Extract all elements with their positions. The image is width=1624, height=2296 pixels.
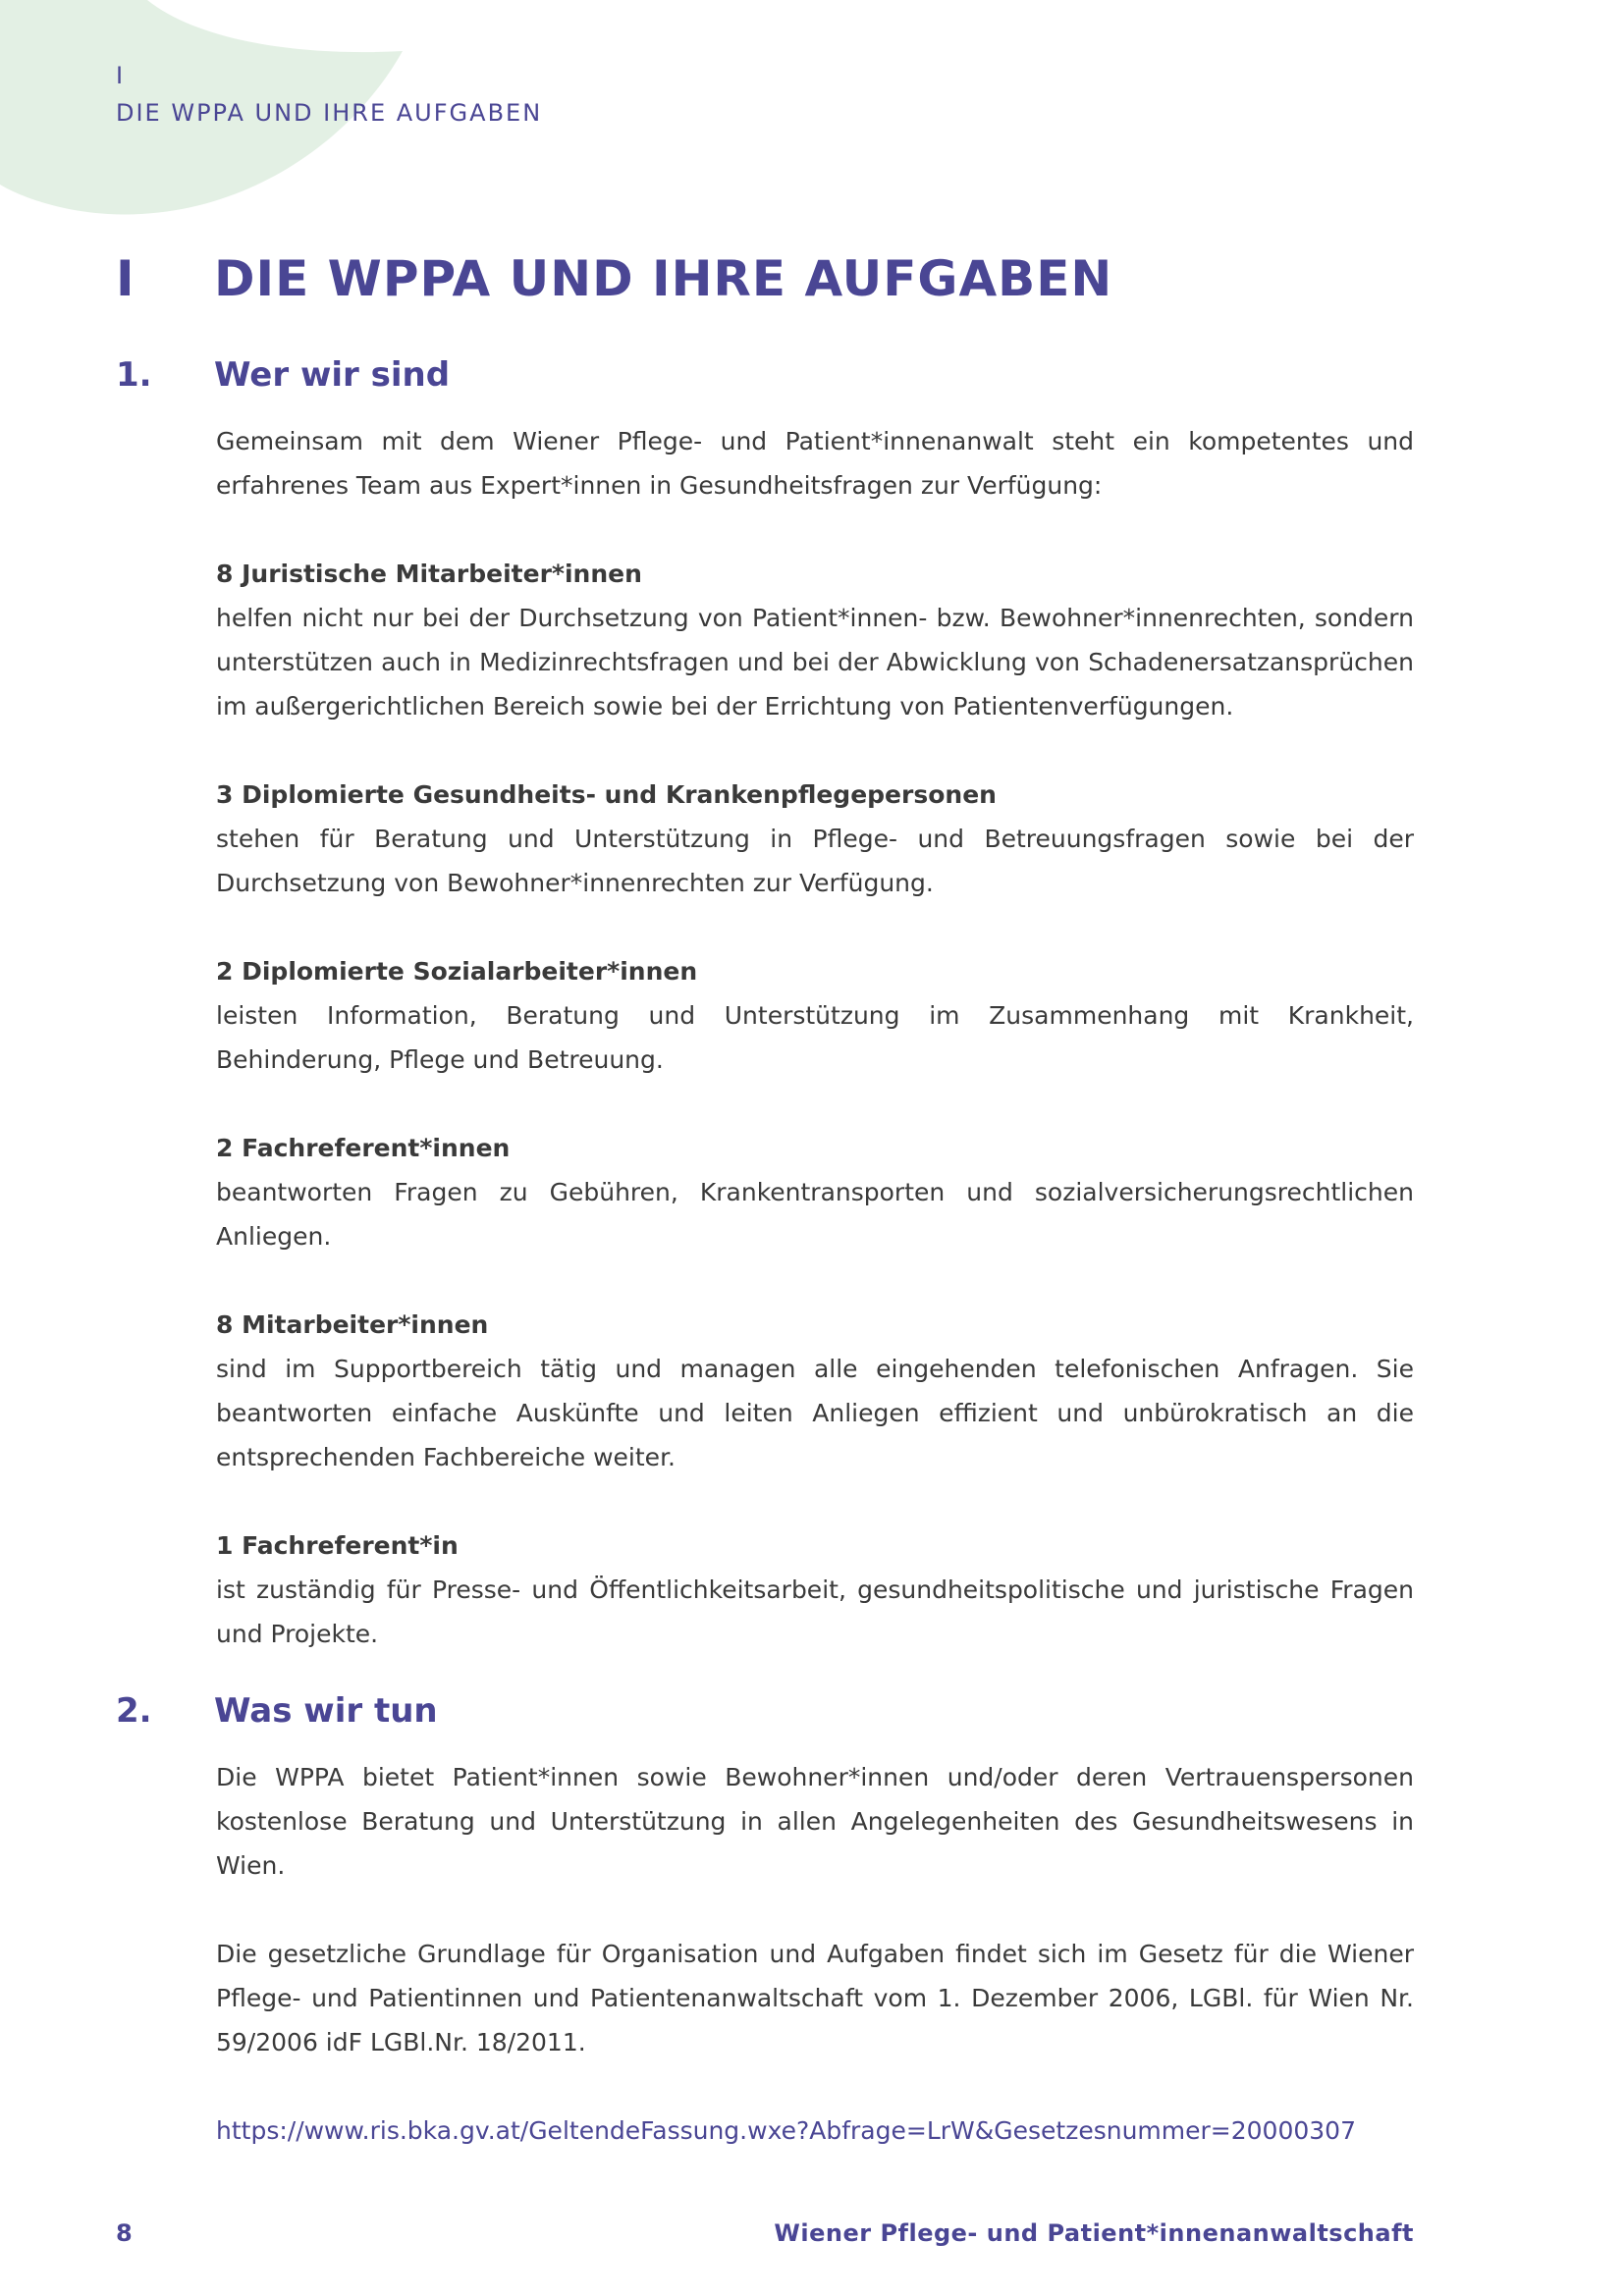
role-description: sind im Supportbereich tätig und managen alle eingehenden telefonischen Anfragen. Sie beantworten einfache Auskünfte und leiten Anliegen effizient und unbürokratisch an die entsprechenden Fachbereiche weiter.: [216, 1355, 1414, 1471]
section-2-body: [216, 1755, 1414, 2153]
body-paragraph: Die gesetzliche Grundlage für Organisation und Aufgaben findet sich im Gesetz für die Wiener Pflege- und Patientinnen und Patientenanwaltschaft vom 1. Dezember 2006, LGBl. für Wien Nr. 59/2006 idF LGBl.Nr. 18/2011.: [216, 1940, 1414, 2056]
role-entry: [216, 552, 1414, 728]
chapter-title-text: DIE WPPA UND IHRE AUFGABEN: [214, 250, 1113, 307]
role-title: 3 Diplomierte Gesundheits- und Krankenpflegepersonen: [216, 780, 997, 809]
chapter-numeral: I: [116, 250, 135, 307]
section-number: 2.: [116, 1691, 152, 1731]
role-title: 1 Fachreferent*in: [216, 1531, 459, 1560]
role-description: helfen nicht nur bei der Durchsetzung von Patient*innen- bzw. Bewohner*innenrechten, sondern unterstützen auch in Medizinrechtsfragen und bei der Abwicklung von Schadenersatzansprüchen im außergerichtlichen Bereich sowie bei der Errichtung von Patientenverfügungen.: [216, 604, 1414, 721]
running-header-title: DIE WPPA UND IHRE AUFGABEN: [116, 99, 543, 127]
role-title: 8 Juristische Mitarbeiter*innen: [216, 560, 642, 588]
team-intro-paragraph: Gemeinsam mit dem Wiener Pflege- und Patient*innenanwalt steht ein kompetentes und erfahrenes Team aus Expert*innen in Gesundheitsfragen zur Verfügung:: [216, 427, 1414, 500]
body-paragraph: Die WPPA bietet Patient*innen sowie Bewohner*innen und/oder deren Vertrauenspersonen kostenlose Beratung und Unterstützung in allen Angelegenheiten des Gesundheitswesens in Wien.: [216, 1763, 1414, 1880]
running-header: [116, 57, 542, 132]
role-title: 2 Fachreferent*innen: [216, 1134, 511, 1162]
section-title: Was wir tun: [214, 1691, 438, 1731]
role-description: beantworten Fragen zu Gebühren, Krankentransporten und sozialversicherungsrechtlichen Anliegen.: [216, 1178, 1414, 1251]
running-header-numeral: I: [116, 62, 126, 89]
role-entry: [216, 1126, 1414, 1258]
section-title: Wer wir sind: [214, 355, 451, 395]
link-paragraph: [216, 2109, 1414, 2153]
section-number: 1.: [116, 355, 152, 395]
role-entry: [216, 1523, 1414, 1656]
role-description: ist zuständig für Presse- und Öffentlichkeitsarbeit, gesundheitspolitische und juristische Fragen und Projekte.: [216, 1575, 1414, 1648]
page-number: 8: [116, 2219, 133, 2247]
section-1-body: [216, 419, 1414, 1656]
role-entry: [216, 1303, 1414, 1479]
role-title: 8 Mitarbeiter*innen: [216, 1310, 489, 1339]
footer-organization: Wiener Pflege- und Patient*innenanwaltschaft: [774, 2219, 1414, 2247]
role-description: leisten Information, Beratung und Unterstützung im Zusammenhang mit Krankheit, Behinderung, Pflege und Betreuung.: [216, 1001, 1414, 1074]
role-description: stehen für Beratung und Unterstützung in Pflege- und Betreuungsfragen sowie bei der Durchsetzung von Bewohner*innenrechten zur Verfügung.: [216, 825, 1414, 897]
legal-basis-link[interactable]: https://www.ris.bka.gv.at/GeltendeFassung.wxe?Abfrage=LrW&Gesetzesnummer=20000307: [216, 2116, 1356, 2145]
role-entry: [216, 773, 1414, 905]
role-entry: [216, 949, 1414, 1082]
role-title: 2 Diplomierte Sozialarbeiter*innen: [216, 957, 698, 986]
